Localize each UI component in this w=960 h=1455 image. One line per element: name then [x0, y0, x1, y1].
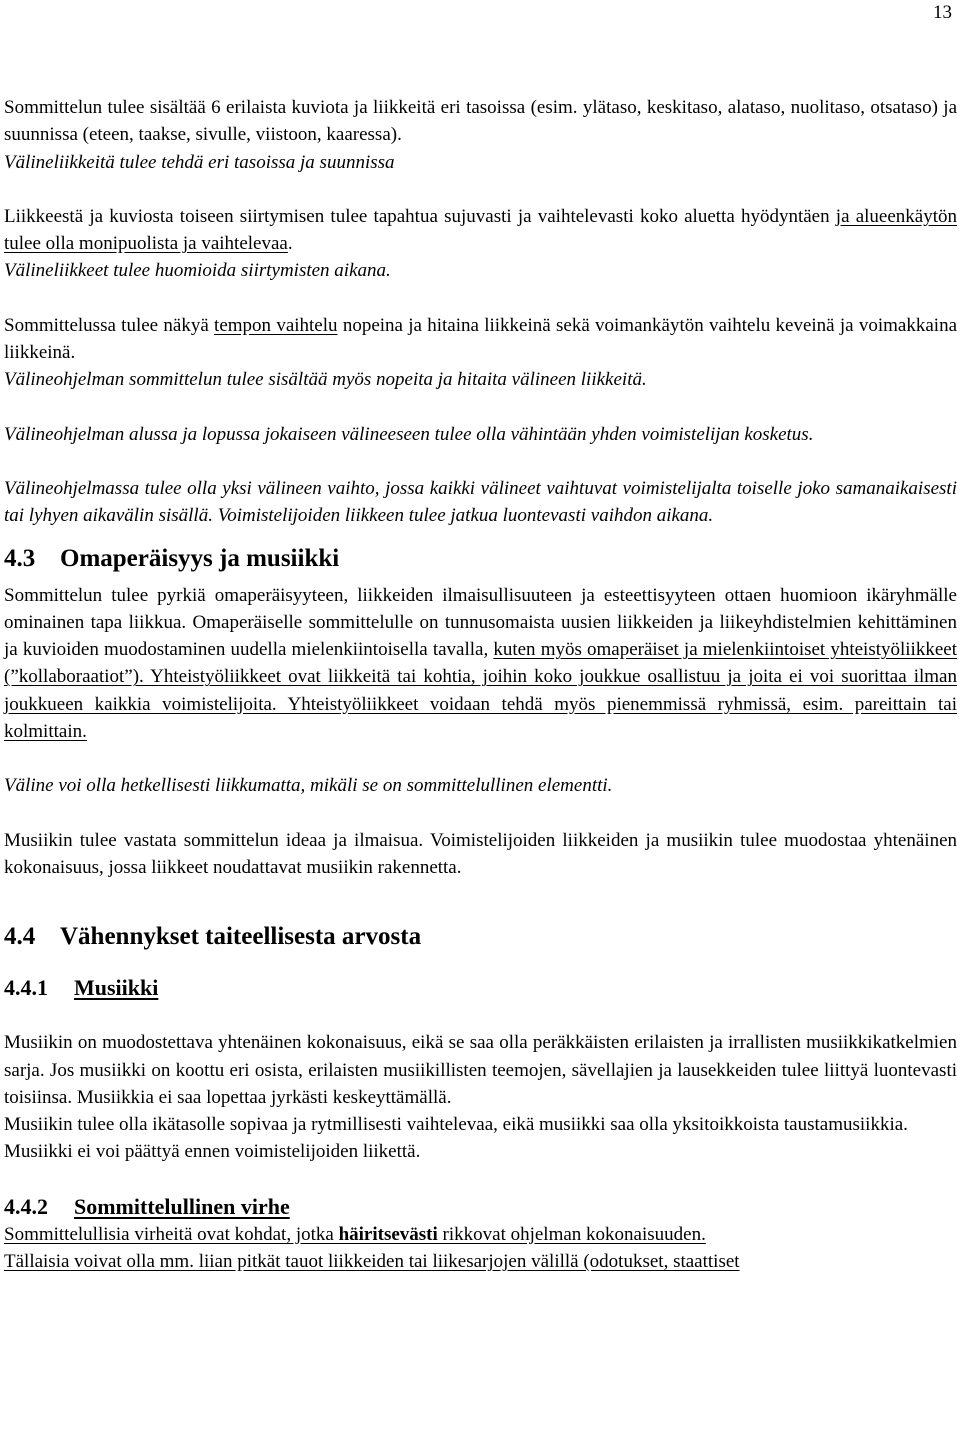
subsection-number: 4.4.2	[4, 1193, 48, 1219]
section-heading-4-4	[4, 922, 957, 952]
transitions-text: Liikkeestä ja kuviosta toiseen siirtymisen tulee tapahtua sujuvasti ja vaihtelevasti koko aluetta hyödyntäen	[4, 205, 836, 227]
transitions-end: .	[287, 233, 293, 255]
tempo-text-start: Sommittelussa tulee näkyä	[4, 314, 215, 336]
document-body	[4, 94, 957, 1275]
subsection-title: Sommittelullinen virhe	[74, 1193, 290, 1219]
errors-text-end: rikkovat ohjelman kokonaisuuden.	[437, 1223, 706, 1245]
page-number: 13	[933, 2, 952, 23]
paragraph-transitions	[4, 203, 957, 285]
section-heading-4-3	[4, 544, 957, 574]
section-title: Omaperäisyys ja musiikki	[60, 544, 340, 572]
paragraph-composition-errors	[4, 1221, 957, 1248]
errors-underlined-text	[4, 1224, 706, 1245]
paragraph-apparatus-still: Väline voi olla hetkellisesti liikkumatta, mikäli se on sommittelullinen elementti.	[4, 775, 613, 797]
tempo-underlined-text: tempon vaihtelu	[214, 314, 338, 336]
subsection-title: Musiikki	[74, 975, 159, 1001]
errors-examples-text: Tällaisia voivat olla mm. liian pitkät tauot liikkeiden tai liikesarjojen välillä (odotukset, staattiset	[4, 1251, 740, 1273]
tempo-apparatus-text: Välineohjelman sommittelun tulee sisältää myös nopeita ja hitaita välineen liikkeitä.	[4, 369, 647, 391]
paragraph-originality	[4, 582, 957, 746]
subsection-number: 4.4.1	[4, 975, 48, 1001]
figures-text: Sommittelun tulee sisältää 6 erilaista kuviota ja liikkeitä eri tasoissa (esim. ylätaso, keskitaso, alataso, nuolitaso, otsataso) ja suunnissa (eteen, taakse, sivulle, viistoon, kaaressa).	[4, 97, 957, 146]
paragraph-music-end: Musiikki ei voi päättyä ennen voimistelijoiden liikettä.	[4, 1141, 421, 1163]
originality-underlined-text: kuten myös omaperäiset ja mielenkiintoiset yhteistyöliikkeet (”kollaboraatiot”). Yhteistyöliikkeet ovat liikkeitä tai kohtia, joihin koko joukkue osallistuu ja joita ei voi suorittaa ilman joukkueen kaikkia voimistelijoita. Yhteistyöliikkeet voidaan tehdä myös pienemmissä ryhmissä, esim. pareittain tai kolmittain.	[4, 639, 957, 743]
paragraph-contact: Välineohjelman alussa ja lopussa jokaiseen välineeseen tulee olla vähintään yhden voimistelijan kosketus.	[4, 423, 814, 445]
transitions-underlined-text: ja alueenkäytön tulee olla monipuolista ja vaihtelevaa	[4, 205, 957, 255]
paragraph-music-unity: Musiikin on muodostettava yhtenäinen kokonaisuus, eikä se saa olla peräkkäisten erilaisten ja irrallisten musiikkikatkelmien sarja. Jos musiikki on koottu eri osista, erilaisten musiikillisten teemojen, sävellajien ja lausekkeiden tulee liittyä luontevasti toisiinsa. Musiikkia ei saa lopettaa jyrkästi keskeyttämällä.	[4, 1032, 957, 1108]
paragraph-tempo	[4, 312, 957, 394]
paragraph-music-age: Musiikin tulee olla ikätasolle sopivaa ja rytmillisesti vaihtelevaa, eikä musiikki saa olla yksitoikkoista taustamusiikkia.	[4, 1114, 908, 1136]
section-title: Vähennykset taiteellisesta arvosta	[60, 923, 422, 951]
tempo-text-end: nopeina ja hitaina liikkeinä sekä voimankäytön vaihtelu keveinä ja voimakkaina liikkeinä.	[4, 314, 957, 364]
paragraph-exchange: Välineohjelmassa tulee olla yksi välineen vaihto, jossa kaikki välineet vaihtuvat voimistelijalta toiselle joko samanaikaisesti tai lyhyen aikavälin sisällä. Voimistelijoiden liikkeen tulee jatkua luontevasti vaihdon aikana.	[4, 477, 957, 527]
subsection-heading-4-4-2	[4, 1193, 957, 1221]
section-number: 4.3	[4, 544, 36, 572]
paragraph-figures-and-levels	[4, 94, 957, 176]
paragraph-errors-examples	[4, 1248, 957, 1275]
errors-bold-text: häiritsevästi	[338, 1223, 438, 1245]
errors-text-start: Sommittelullisia virheitä ovat kohdat, jotka	[4, 1223, 339, 1245]
paragraph-music-idea: Musiikin tulee vastata sommittelun ideaa ja ilmaisua. Voimistelijoiden liikkeiden ja musiikin tulee muodostaa yhtenäinen kokonaisuus, jossa liikkeet noudattavat musiikin rakennetta.	[4, 829, 957, 878]
originality-text: Sommittelun tulee pyrkiä omaperäisyyteen, liikkeiden ilmaisullisuuteen ja esteettisyyteen ottaen huomioon ikäryhmälle ominainen tapa liikkua. Omaperäiselle sommittelulle on tunnusomaista uusien liikkeiden ja liikeyhdistelmien kehittäminen ja kuvioiden muodostaminen uudella mielenkiintoisella tavalla,	[4, 584, 957, 661]
apparatus-levels-text: Välineliikkeitä tulee tehdä eri tasoissa ja suunnissa	[4, 151, 395, 173]
transitions-apparatus-text: Välineliikkeet tulee huomioida siirtymisten aikana.	[4, 260, 391, 282]
subsection-heading-4-4-1	[4, 974, 957, 1002]
section-number: 4.4	[4, 923, 36, 951]
